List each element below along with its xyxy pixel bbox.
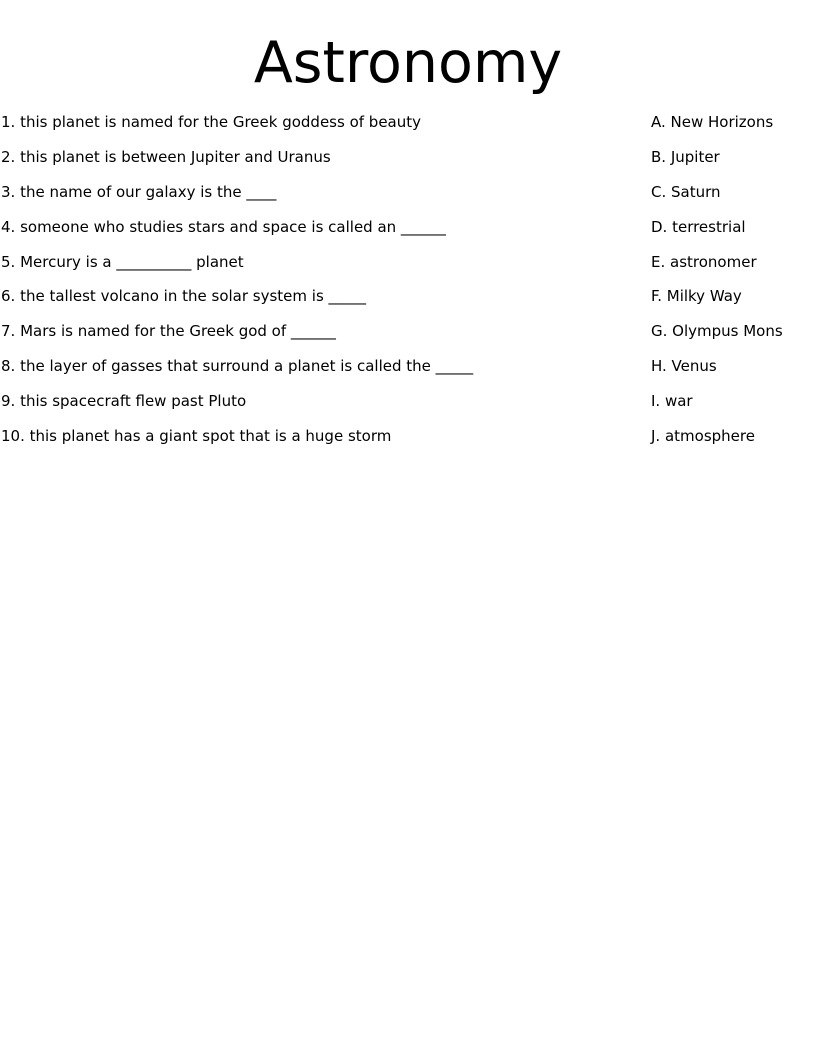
question-text: 6. the tallest volcano in the solar system is _____ <box>1 287 367 306</box>
matching-row <box>0 213 816 248</box>
matching-row <box>0 248 816 283</box>
question-text: 8. the layer of gasses that surround a planet is called the _____ <box>1 357 474 376</box>
answer-option: G. Olympus Mons <box>651 322 783 341</box>
question-text: 10. this planet has a giant spot that is a huge storm <box>1 427 392 446</box>
answer-option: C. Saturn <box>651 182 721 201</box>
answer-option: I. war <box>651 392 693 411</box>
matching-row <box>0 317 816 352</box>
matching-row <box>0 178 816 213</box>
matching-row <box>0 282 816 317</box>
question-text: 3. the name of our galaxy is the ____ <box>1 182 277 201</box>
answer-option: F. Milky Way <box>651 287 742 306</box>
question-text: 2. this planet is between Jupiter and Uranus <box>1 147 331 166</box>
matching-row <box>0 352 816 387</box>
question-text: 1. this planet is named for the Greek goddess of beauty <box>1 113 422 131</box>
question-text: 7. Mars is named for the Greek god of ______ <box>1 322 336 341</box>
matching-row <box>0 143 816 178</box>
question-text: 5. Mercury is a __________ planet <box>1 252 244 271</box>
matching-row <box>0 387 816 422</box>
answer-option: D. terrestrial <box>651 217 746 236</box>
answer-option: H. Venus <box>651 357 717 376</box>
matching-row <box>0 108 816 143</box>
matching-row <box>0 422 816 457</box>
answer-option: J. atmosphere <box>651 427 755 446</box>
question-text: 9. this spacecraft flew past Pluto <box>1 392 247 411</box>
answer-option: B. Jupiter <box>651 147 720 166</box>
question-text: 4. someone who studies stars and space is called an ______ <box>1 217 446 236</box>
answer-option: A. New Horizons <box>651 113 774 131</box>
matching-list <box>0 108 816 457</box>
worksheet-title: Astronomy <box>253 30 563 96</box>
answer-option: E. astronomer <box>651 252 757 271</box>
